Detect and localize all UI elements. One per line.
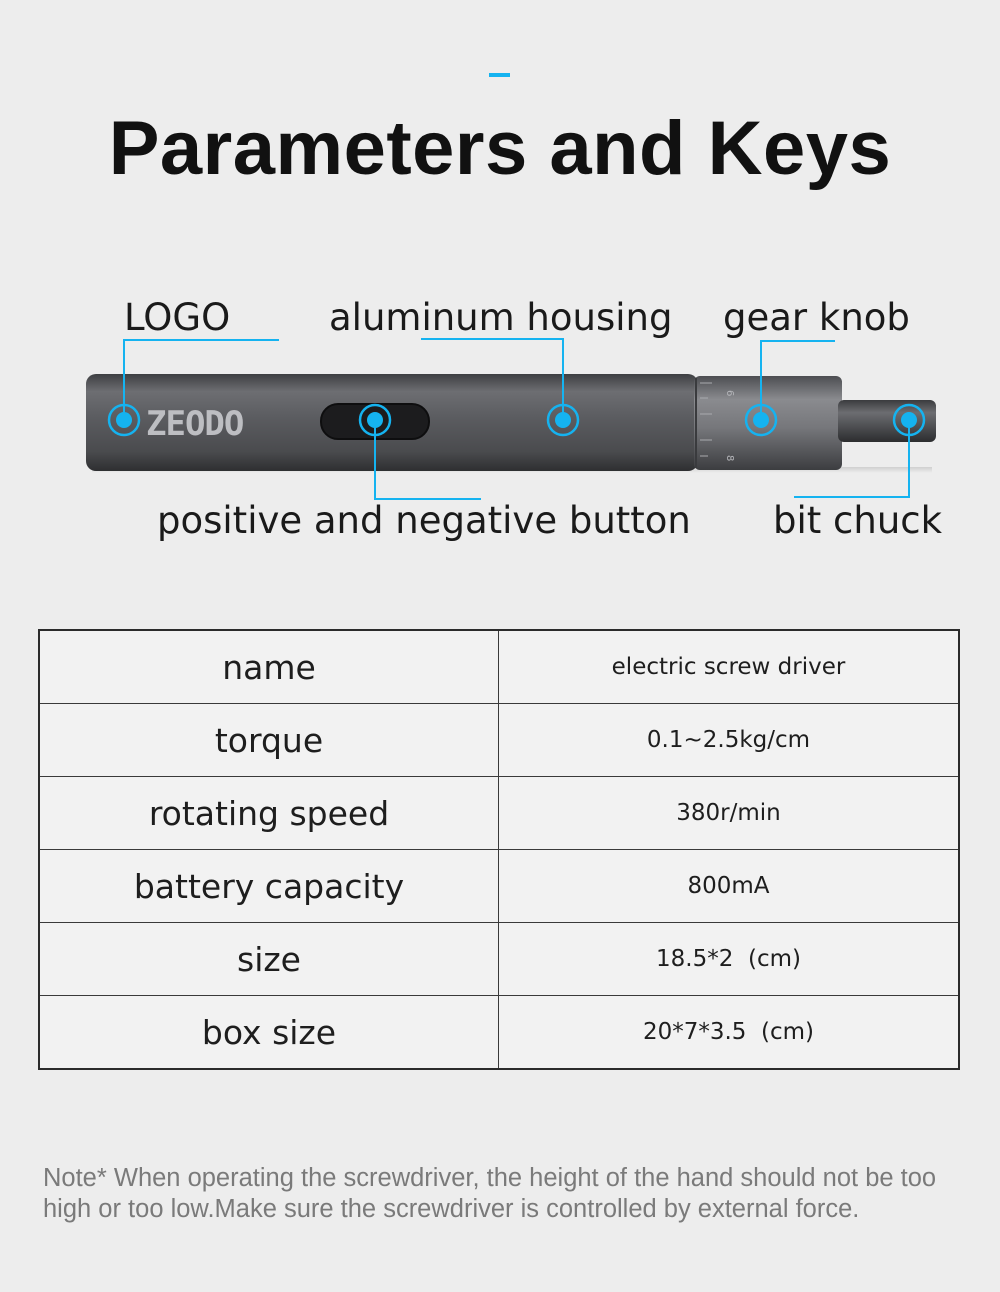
logo-text: ZEODO [146, 404, 244, 444]
spec-name-cell: box size [39, 996, 499, 1070]
callout-positive-negative-button: positive and negative button [157, 499, 691, 542]
callout-aluminum-housing: aluminum housing [329, 296, 673, 339]
spec-name-cell: torque [39, 704, 499, 777]
dial-mark-8: 8 [724, 455, 735, 462]
callout-gear-knob: gear knob [723, 296, 910, 339]
spec-value-cell: electric screw driver [499, 630, 960, 704]
spec-name-cell: rotating speed [39, 777, 499, 850]
callout-logo: LOGO [124, 296, 231, 339]
callout-bit-chuck: bit chuck [773, 499, 943, 542]
page-title: Parameters and Keys [108, 106, 892, 191]
table-row [39, 996, 959, 1070]
table-row [39, 630, 959, 704]
spec-name-cell: battery capacity [39, 850, 499, 923]
spec-value-cell: 20*7*3.5 (cm) [499, 996, 960, 1070]
table-row [39, 777, 959, 850]
spec-value-cell: 800mA [499, 850, 960, 923]
dial-mark-6: 6 [724, 390, 735, 397]
table-row [39, 850, 959, 923]
table-row [39, 704, 959, 777]
spec-value-cell: 18.5*2 (cm) [499, 923, 960, 996]
spec-table [38, 629, 960, 1070]
spec-value-cell: 380r/min [499, 777, 960, 850]
spec-value-cell: 0.1~2.5kg/cm [499, 704, 960, 777]
usage-note: Note* When operating the screwdriver, the height of the hand should not be too high or too low.Make sure the screwdriver is controlled by external force. [43, 1164, 937, 1223]
table-row [39, 923, 959, 996]
spec-name-cell: name [39, 630, 499, 704]
bit-chuck [838, 400, 936, 442]
spec-name-cell: size [39, 923, 499, 996]
